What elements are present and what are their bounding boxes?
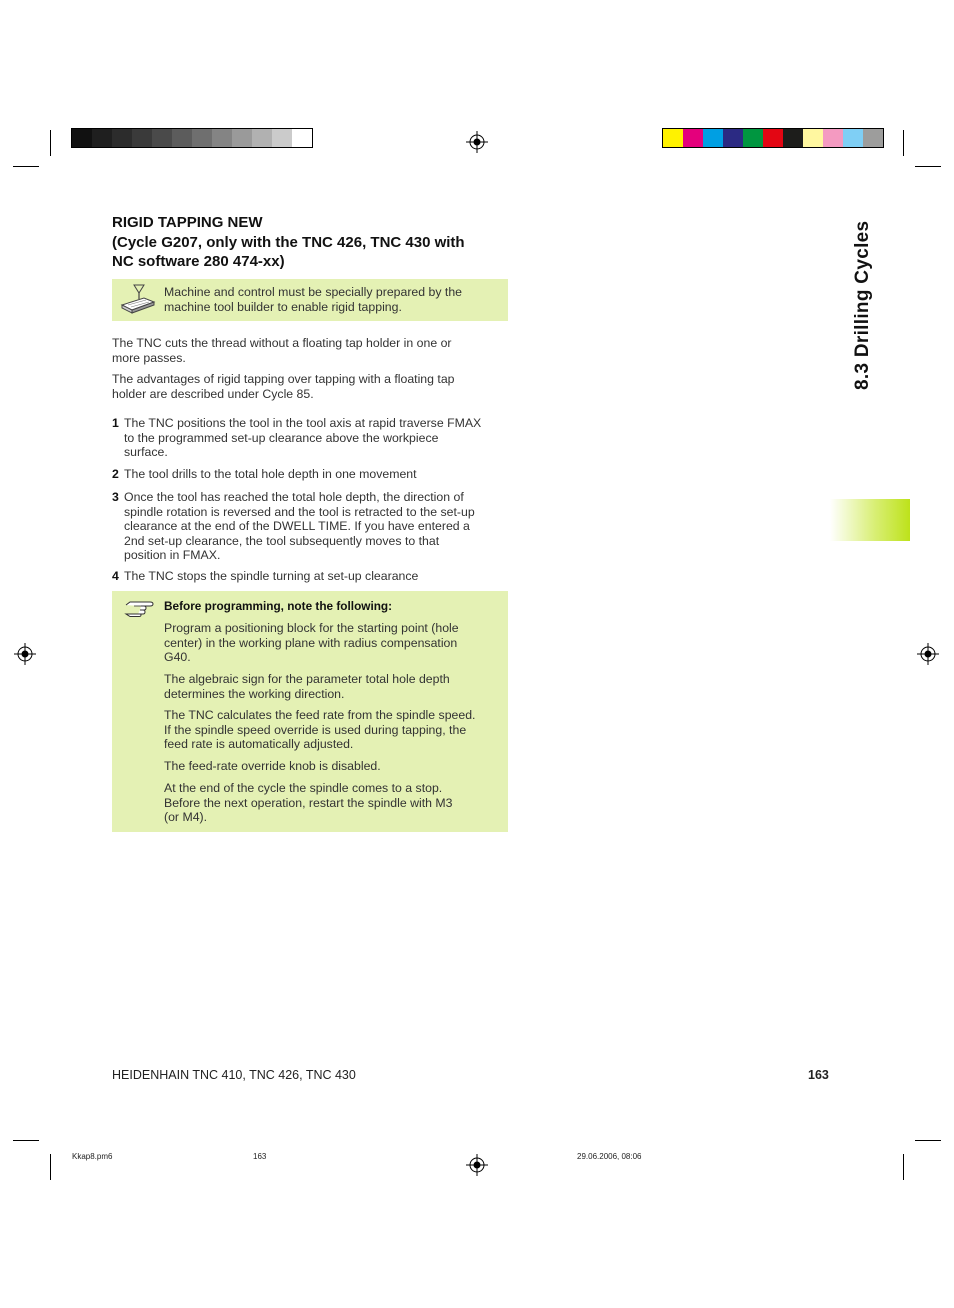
crop-mark — [13, 1140, 39, 1141]
color-swatch — [763, 129, 783, 147]
note-item — [164, 708, 498, 752]
color-swatch — [663, 129, 683, 147]
step-line: surface. — [124, 445, 168, 459]
color-swatch — [863, 129, 883, 147]
step-number: 1 — [112, 416, 119, 430]
note-line: feed rate is automatically adjusted. — [164, 737, 354, 751]
crop-mark — [13, 166, 39, 167]
color-swatch — [172, 129, 192, 147]
step-number: 3 — [112, 490, 119, 504]
list-item — [112, 490, 507, 563]
paragraph — [112, 336, 507, 365]
color-swatch — [723, 129, 743, 147]
step-number: 4 — [112, 569, 119, 583]
pointing-hand-icon — [124, 597, 154, 617]
note-line: If the spindle speed override is used during tapping, the — [164, 722, 467, 737]
title-line: NC software 280 474-xx) — [112, 253, 285, 270]
color-swatch — [683, 129, 703, 147]
color-swatch — [212, 129, 232, 147]
registration-mark-icon — [14, 643, 36, 665]
color-swatch — [272, 129, 292, 147]
color-swatch — [92, 129, 112, 147]
section-title — [112, 213, 512, 272]
note-line: center) in the working plane with radius compensation — [164, 635, 458, 650]
slug-page: 163 — [253, 1152, 267, 1161]
color-swatch — [232, 129, 252, 147]
note-line: Machine and control must be specially prepared by the — [164, 285, 463, 299]
color-swatch — [292, 129, 312, 147]
note-line: G40. — [164, 650, 191, 664]
programming-note-box — [112, 591, 508, 832]
color-swatch — [803, 129, 823, 147]
paragraph — [112, 372, 507, 401]
crop-mark — [50, 130, 51, 156]
registration-mark-icon — [466, 131, 488, 153]
chapter-tab — [830, 499, 910, 541]
color-swatch — [703, 129, 723, 147]
color-swatch — [132, 129, 152, 147]
paragraph-line: The advantages of rigid tapping over tapping with a floating tap — [112, 372, 455, 386]
color-swatch — [743, 129, 763, 147]
note-heading: Before programming, note the following: — [164, 599, 393, 613]
crop-mark — [915, 166, 941, 167]
step-line: The tool drills to the total hole depth in one movement — [124, 467, 417, 481]
color-swatch — [252, 129, 272, 147]
color-swatch — [192, 129, 212, 147]
step-line: The TNC stops the spindle turning at set-up clearance — [124, 569, 419, 583]
chapter-side-title: 8.3 Drilling Cycles — [852, 220, 873, 390]
step-number: 2 — [112, 467, 119, 481]
crop-mark — [50, 1154, 51, 1180]
crop-mark — [903, 1154, 904, 1180]
note-line: At the end of the cycle the spindle comes to a stop. — [164, 781, 443, 795]
note-line: Before the next operation, restart the spindle with M3 — [164, 795, 453, 810]
color-swatch — [72, 129, 92, 147]
note-line: The TNC calculates the feed rate from the spindle speed. — [164, 708, 476, 722]
list-item — [112, 569, 507, 584]
footer-manual-title: HEIDENHAIN TNC 410, TNC 426, TNC 430 — [112, 1068, 356, 1082]
color-swatch — [152, 129, 172, 147]
paragraph-line: more passes. — [112, 350, 186, 365]
color-swatch — [823, 129, 843, 147]
process-color-bar — [662, 128, 884, 148]
color-swatch — [843, 129, 863, 147]
note-line: Program a positioning block for the starting point (hole — [164, 621, 459, 635]
machine-icon — [120, 284, 156, 314]
step-line: Once the tool has reached the total hole depth, the direction of — [124, 490, 464, 504]
note-line: The feed-rate override knob is disabled. — [164, 759, 381, 773]
step-line: position in FMAX. — [124, 548, 221, 562]
crop-mark — [915, 1140, 941, 1141]
step-line: The TNC positions the tool in the tool axis at rapid traverse FMAX — [124, 416, 482, 430]
step-line: to the programmed set-up clearance above the workpiece — [124, 430, 439, 445]
paragraph-line: The TNC cuts the thread without a floating tap holder in one or — [112, 336, 452, 350]
list-item — [112, 467, 507, 482]
grayscale-color-bar — [71, 128, 313, 148]
machine-note-box — [112, 279, 508, 321]
page-number: 163 — [808, 1068, 829, 1082]
crop-mark — [903, 130, 904, 156]
note-line: The algebraic sign for the parameter total hole depth — [164, 672, 450, 686]
note-line: machine tool builder to enable rigid tapping. — [164, 299, 402, 314]
note-line: (or M4). — [164, 810, 208, 824]
note-item — [164, 759, 498, 774]
note-item — [164, 781, 498, 825]
note-line: determines the working direction. — [164, 686, 345, 701]
note-item — [164, 672, 498, 701]
note-item — [164, 621, 498, 665]
registration-mark-icon — [917, 643, 939, 665]
title-line: (Cycle G207, only with the TNC 426, TNC 430 with — [112, 233, 465, 251]
title-line: RIGID TAPPING NEW — [112, 214, 263, 231]
step-line: spindle rotation is reversed and the tool is retracted to the set-up — [124, 504, 475, 519]
list-item — [112, 416, 507, 460]
slug-date: 29.06.2006, 08:06 — [577, 1152, 642, 1161]
step-line: 2nd set-up clearance, the tool subsequently moves to that — [124, 533, 440, 548]
paragraph-line: holder are described under Cycle 85. — [112, 386, 314, 401]
registration-mark-icon — [466, 1154, 488, 1176]
step-line: clearance at the end of the DWELL TIME. If you have entered a — [124, 519, 470, 533]
color-swatch — [783, 129, 803, 147]
color-swatch — [112, 129, 132, 147]
slug-filename: Kkap8.pm6 — [72, 1152, 113, 1161]
